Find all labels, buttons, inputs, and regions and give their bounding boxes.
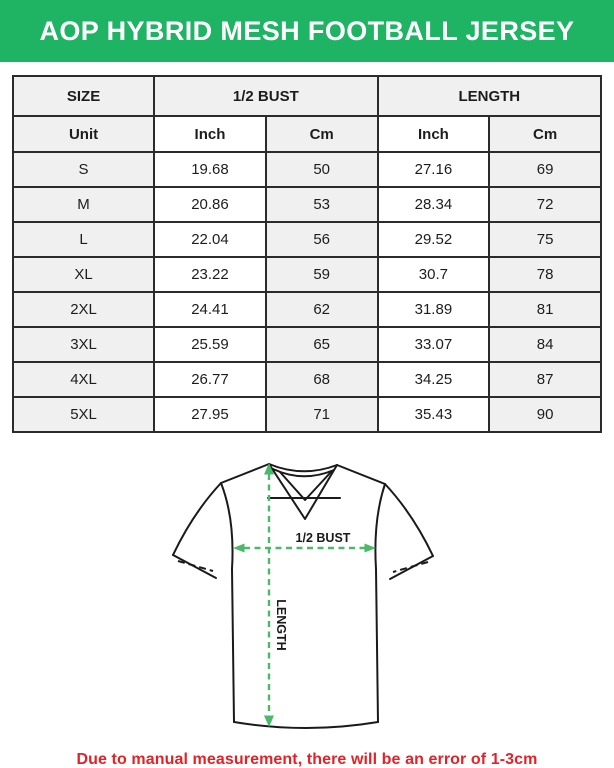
length-inch-cell: 31.89 <box>378 292 490 327</box>
bust-cm-cell: 59 <box>266 257 378 292</box>
bust-cm-label: Cm <box>266 116 378 152</box>
bust-cm-cell: 62 <box>266 292 378 327</box>
bust-cm-cell: 50 <box>266 152 378 187</box>
measurement-arrows <box>233 463 376 727</box>
arrowhead-left-icon <box>233 544 245 553</box>
length-cm-cell: 87 <box>489 362 601 397</box>
table-group-header-row <box>13 76 601 116</box>
length-measure-label: LENGTH <box>274 599 288 651</box>
bust-inch-cell: 27.95 <box>154 397 266 432</box>
length-cm-label: Cm <box>489 116 601 152</box>
size-cell: 3XL <box>13 327 154 362</box>
bust-inch-cell: 24.41 <box>154 292 266 327</box>
table-row <box>13 257 601 292</box>
length-cm-cell: 84 <box>489 327 601 362</box>
length-inch-cell: 35.43 <box>378 397 490 432</box>
size-cell: S <box>13 152 154 187</box>
bust-inch-cell: 20.86 <box>154 187 266 222</box>
length-cm-cell: 81 <box>489 292 601 327</box>
arrowhead-right-icon <box>365 544 377 553</box>
unit-label: Unit <box>13 116 154 152</box>
title-banner <box>0 0 614 62</box>
bust-measure-label: 1/2 BUST <box>295 531 351 545</box>
size-cell: M <box>13 187 154 222</box>
cuff-stitch-lines <box>178 561 428 572</box>
bust-cm-cell: 65 <box>266 327 378 362</box>
length-inch-label: Inch <box>378 116 490 152</box>
length-inch-cell: 29.52 <box>378 222 490 257</box>
size-cell: 4XL <box>13 362 154 397</box>
jersey-measurement-diagram <box>147 457 467 749</box>
table-row <box>13 362 601 397</box>
length-cm-cell: 72 <box>489 187 601 222</box>
bust-inch-label: Inch <box>154 116 266 152</box>
length-inch-cell: 28.34 <box>378 187 490 222</box>
length-cm-cell: 69 <box>489 152 601 187</box>
size-cell: 5XL <box>13 397 154 432</box>
size-chart-table <box>12 75 602 433</box>
length-inch-cell: 27.16 <box>378 152 490 187</box>
bust-inch-cell: 26.77 <box>154 362 266 397</box>
size-chart-wrapper <box>12 75 602 433</box>
header-size: SIZE <box>13 76 154 116</box>
jersey-outline <box>173 464 433 728</box>
table-row <box>13 327 601 362</box>
bust-cm-cell: 71 <box>266 397 378 432</box>
table-row <box>13 222 601 257</box>
length-inch-cell: 33.07 <box>378 327 490 362</box>
bust-cm-cell: 56 <box>266 222 378 257</box>
table-row <box>13 187 601 222</box>
bust-cm-cell: 53 <box>266 187 378 222</box>
measurement-disclaimer: Due to manual measurement, there will be an error of 1-3cm <box>76 751 538 768</box>
table-row <box>13 292 601 327</box>
length-inch-cell: 30.7 <box>378 257 490 292</box>
length-cm-cell: 75 <box>489 222 601 257</box>
bust-inch-cell: 25.59 <box>154 327 266 362</box>
size-cell: XL <box>13 257 154 292</box>
size-cell: 2XL <box>13 292 154 327</box>
length-cm-cell: 78 <box>489 257 601 292</box>
page-title: AOP HYBRID MESH FOOTBALL JERSEY <box>39 15 575 46</box>
table-row <box>13 397 601 432</box>
length-cm-cell: 90 <box>489 397 601 432</box>
bust-cm-cell: 68 <box>266 362 378 397</box>
header-half-bust: 1/2 BUST <box>154 76 377 116</box>
length-inch-cell: 34.25 <box>378 362 490 397</box>
bust-inch-cell: 22.04 <box>154 222 266 257</box>
bust-inch-cell: 19.68 <box>154 152 266 187</box>
table-row <box>13 152 601 187</box>
bust-inch-cell: 23.22 <box>154 257 266 292</box>
header-length: LENGTH <box>378 76 601 116</box>
size-cell: L <box>13 222 154 257</box>
table-unit-row <box>13 116 601 152</box>
